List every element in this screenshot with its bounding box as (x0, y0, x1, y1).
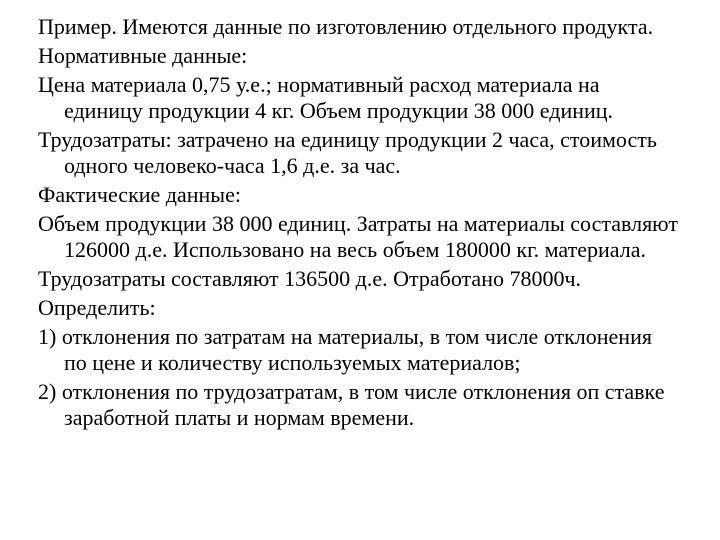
actual-labor: Трудозатраты составляют 136500 д.е. Отработано 78000ч. (38, 266, 582, 291)
task-heading: Определить: (38, 295, 156, 320)
labor-norms: Трудозатраты: затрачено на единицу продукции 2 часа, стоимость одного человеко-часа 1,6 д.е. за час. (38, 127, 657, 178)
example-intro: Пример. Имеются данные по изготовлению отдельного продукта. (38, 14, 654, 39)
normative-data-heading: Нормативные данные: (38, 43, 248, 68)
task-item-1: 1) отклонения по затратам на материалы, в том числе отклонения по цене и количеству используемых материалов; (38, 324, 652, 375)
actual-materials: Объем продукции 38 000 единиц. Затраты на материалы составляют 126000 д.е. Использовано на весь объем 180000 кг. материала. (38, 211, 678, 262)
material-norms: Цена материала 0,75 у.е.; нормативный расход материала на единицу продукции 4 кг. Объем продукции 38 000 единиц. (38, 72, 614, 123)
actual-data-heading: Фактические данные: (38, 182, 241, 207)
task-item-2: 2) отклонения по трудозатратам, в том числе отклонения оп ставке заработной платы и нормам времени. (38, 379, 665, 430)
